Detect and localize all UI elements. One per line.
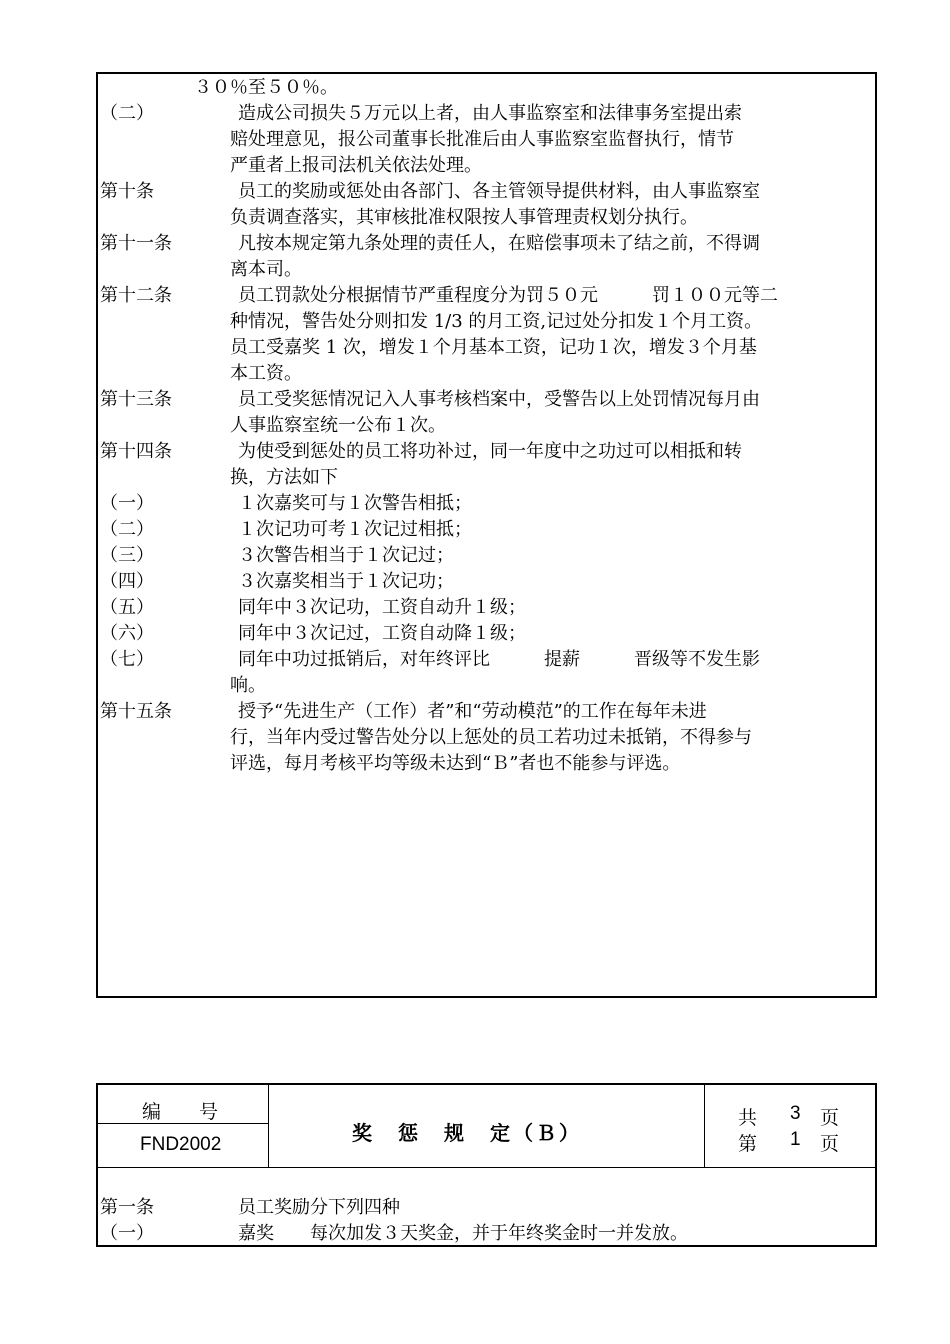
article-label: 第十条 xyxy=(100,181,154,202)
article-label: 第十二条 xyxy=(100,285,172,306)
page-number: 1 xyxy=(790,1129,801,1150)
article-label: （五） xyxy=(100,597,154,618)
header-divider-right xyxy=(704,1085,705,1167)
article-text-line: 种情况，警告处分则扣发 1/3 的月工资,记过处分扣发１个月工资。 xyxy=(230,311,763,332)
article-label: （四） xyxy=(100,571,154,592)
article-text-line: 赔处理意见，报公司董事长批准后由人事监察室监督执行，情节 xyxy=(230,129,734,150)
total-prefix: 共 xyxy=(738,1107,758,1129)
document-title: 奖 惩 规 定（Ｂ） xyxy=(352,1121,582,1145)
article-label: 第一条 xyxy=(100,1197,154,1218)
article-text-line: 人事监察室统一公布１次。 xyxy=(230,415,446,436)
regulation-articles-continued xyxy=(98,1195,875,1247)
article-text-line: 为使受到惩处的员工将功补过，同一年度中之功过可以相抵和转 xyxy=(238,441,742,462)
article-text-line: １次嘉奖可与１次警告相抵； xyxy=(238,493,472,514)
article-text-line: ３次嘉奖相当于１次记功； xyxy=(238,571,454,592)
article-text-line: ３次警告相当于１次记过； xyxy=(238,545,454,566)
article-text-line: 同年中３次记功，工资自动升１级； xyxy=(238,597,526,618)
article-label: （七） xyxy=(100,649,154,670)
article-text-line: 嘉奖 每次加发３天奖金，并于年终奖金时一并发放。 xyxy=(238,1223,688,1244)
article-text-line: 授予“先进生产（工作）者”和“劳动模范”的工作在每年未进 xyxy=(238,701,707,722)
code-label: 编 号 xyxy=(142,1101,219,1123)
article-label: 第十四条 xyxy=(100,441,172,462)
article-text-line: 行，当年内受过警告处分以上惩处的员工若功过未抵销，不得参与 xyxy=(230,727,752,748)
article-label: （二） xyxy=(100,519,154,540)
article-text-line: 响。 xyxy=(230,675,266,696)
article-label: （二） xyxy=(100,103,154,124)
page-prefix: 第 xyxy=(738,1133,758,1155)
regulation-articles xyxy=(98,75,875,995)
article-text-line: 员工受嘉奖 1 次，增发１个月基本工资，记功１次，增发３个月基 xyxy=(230,337,757,358)
article-text-line: 本工资。 xyxy=(230,363,302,384)
article-text-line: 同年中功过抵销后，对年终评比 提薪 晋级等不发生影 xyxy=(238,649,760,670)
article-text-line: 凡按本规定第九条处理的责任人，在赔偿事项未了结之前，不得调 xyxy=(238,233,760,254)
article-text-line: 评选，每月考核平均等级未达到“Ｂ”者也不能参与评选。 xyxy=(230,753,681,774)
article-label: （三） xyxy=(100,545,154,566)
article-label: （一） xyxy=(100,1223,154,1244)
article-label: 第十三条 xyxy=(100,389,172,410)
article-text-line: 负责调查落实，其审核批准权限按人事管理责权划分执行。 xyxy=(230,207,698,228)
article-text-line: 严重者上报司法机关依法处理。 xyxy=(230,155,482,176)
total-pages: 3 xyxy=(790,1103,801,1124)
article-text-line: 员工受奖惩情况记入人事考核档案中，受警告以上处罚情况每月由 xyxy=(238,389,760,410)
article-label: （一） xyxy=(100,493,154,514)
header-divider-left xyxy=(268,1085,269,1167)
article-label: （六） xyxy=(100,623,154,644)
article-text-line: ３０％至５０％。 xyxy=(176,77,338,98)
header-bottom-line xyxy=(98,1167,875,1168)
article-text-line: 员工的奖励或惩处由各部门、各主管领导提供材料，由人事监察室 xyxy=(238,181,760,202)
article-text-line: 员工罚款处分根据情节严重程度分为罚５０元 罚１００元等二 xyxy=(238,285,778,306)
page-suffix: 页 xyxy=(820,1133,840,1155)
article-label: 第十五条 xyxy=(100,701,172,722)
code-value: FND2002 xyxy=(140,1134,222,1155)
article-label: 第十一条 xyxy=(100,233,172,254)
article-text-line: 同年中３次记过，工资自动降１级； xyxy=(238,623,526,644)
article-text-line: １次记功可考１次记过相抵； xyxy=(238,519,472,540)
article-text-line: 造成公司损失５万元以上者，由人事监察室和法律事务室提出索 xyxy=(238,103,742,124)
article-text-line: 离本司。 xyxy=(230,259,302,280)
article-text-line: 员工奖励分下列四种 xyxy=(238,1197,400,1218)
total-suffix: 页 xyxy=(820,1107,840,1129)
article-text-line: 换，方法如下 xyxy=(230,467,338,488)
